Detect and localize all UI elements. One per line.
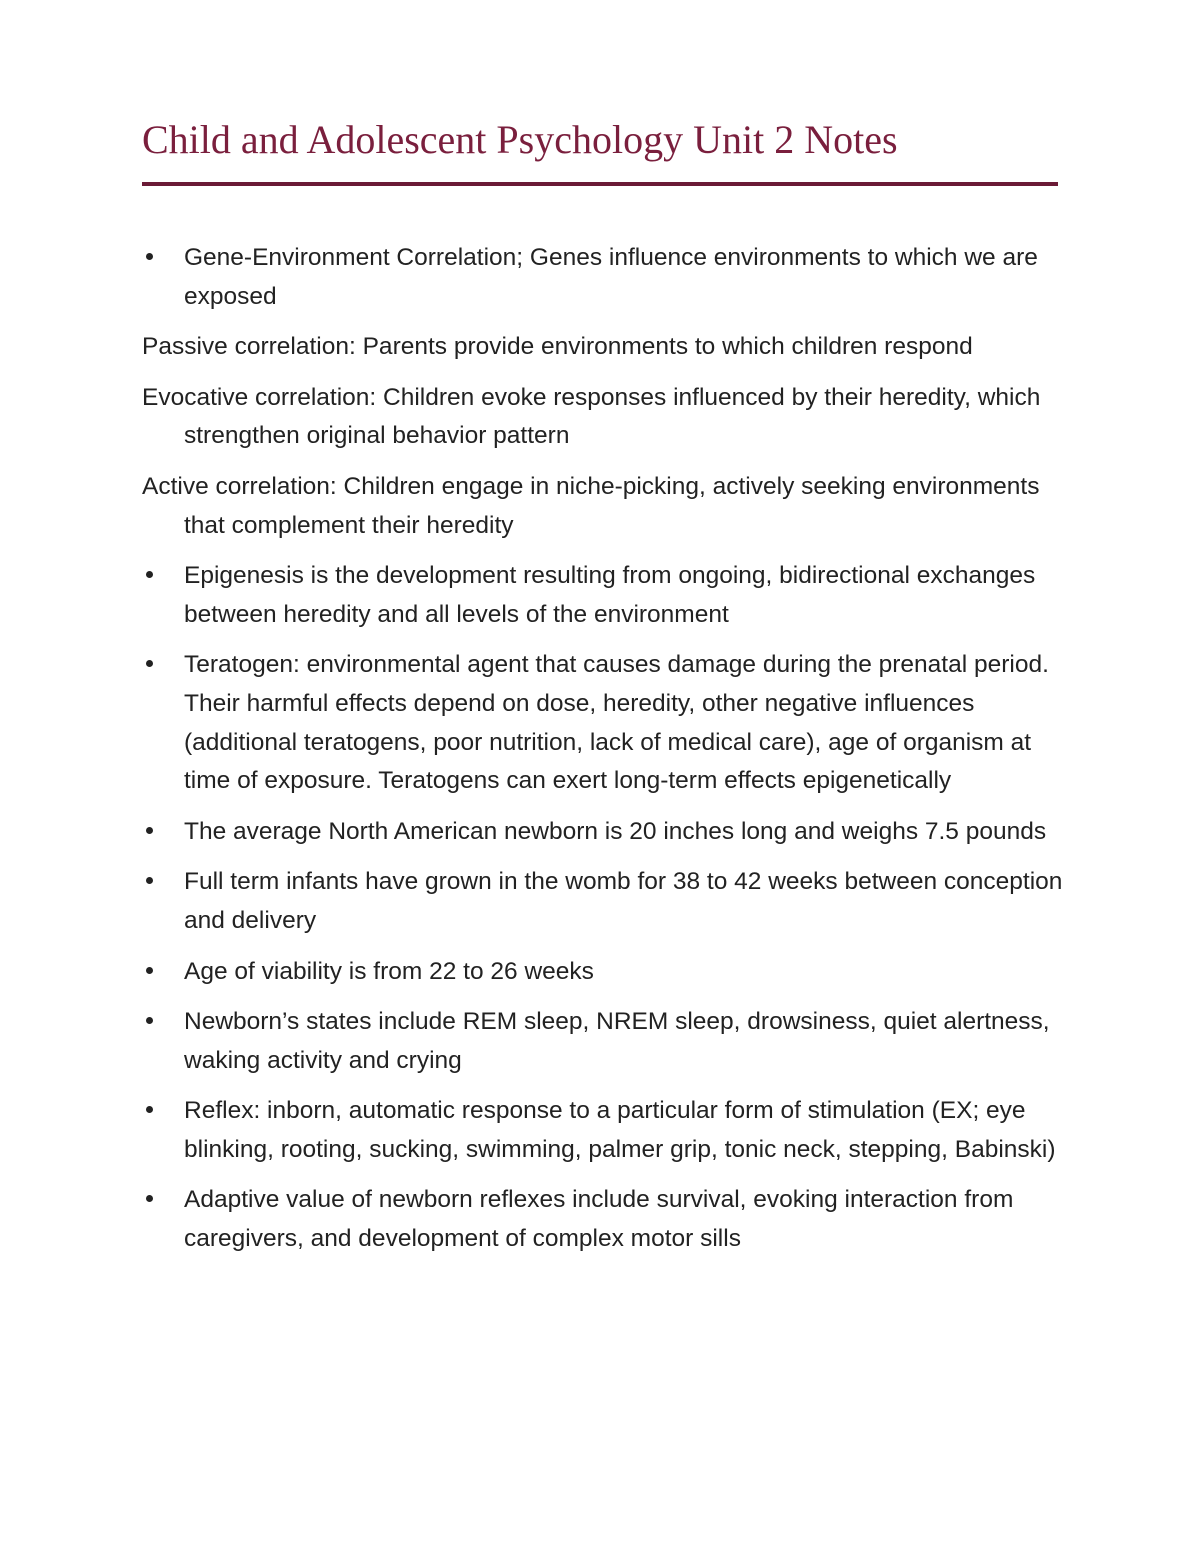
note-text: Reflex: inborn, automatic response to a particular form of stimulation (EX; eye blinking, rooting, sucking, swimming, palmer grip, tonic neck, stepping, Babinski): [184, 1097, 1056, 1163]
note-text: Full term infants have grown in the womb for 38 to 42 weeks between conception and delivery: [184, 868, 1063, 934]
note-text: Evocative correlation: Children evoke responses influenced by their heredity, which strengthen original behavior pattern: [142, 383, 1041, 450]
note-viability: [142, 953, 1064, 992]
note-newborn-states: [142, 1003, 1064, 1080]
bullet-icon: [146, 660, 153, 667]
note-epigenesis: [142, 557, 1064, 634]
note-full-term: [142, 863, 1064, 940]
note-text: Gene-Environment Correlation; Genes influence environments to which we are exposed: [184, 244, 1038, 310]
note-average-newborn: [142, 813, 1064, 852]
bullet-icon: [146, 1195, 153, 1202]
note-text: Active correlation: Children engage in niche-picking, actively seeking environments that complement their heredity: [142, 472, 1040, 539]
bullet-icon: [146, 571, 153, 578]
note-text: Age of viability is from 22 to 26 weeks: [184, 957, 594, 985]
title-underline: [142, 182, 1058, 186]
note-active-correlation: [142, 468, 1064, 545]
bullet-icon: [146, 877, 153, 884]
bullet-icon: [146, 827, 153, 834]
note-text: Epigenesis is the development resulting from ongoing, bidirectional exchanges between heredity and all levels of the environment: [184, 562, 1036, 628]
bullet-icon: [146, 1017, 153, 1024]
note-passive-correlation: [142, 328, 1064, 367]
note-reflex: [142, 1092, 1064, 1169]
note-adaptive-value: [142, 1181, 1064, 1258]
document-title: Child and Adolescent Psychology Unit 2 Notes: [142, 117, 898, 162]
note-text: Passive correlation: Parents provide environments to which children respond: [142, 333, 973, 361]
bullet-icon: [146, 253, 153, 260]
note-teratogen: [142, 646, 1064, 800]
note-text: The average North American newborn is 20 inches long and weighs 7.5 pounds: [184, 817, 1047, 845]
note-evocative-correlation: [142, 379, 1064, 456]
note-gene-environment: [142, 239, 1064, 316]
bullet-icon: [146, 1106, 153, 1113]
note-text: Newborn’s states include REM sleep, NREM sleep, drowsiness, quiet alertness, waking activity and crying: [184, 1008, 1050, 1074]
bullet-icon: [146, 967, 153, 974]
note-text: Adaptive value of newborn reflexes include survival, evoking interaction from caregivers, and development of complex motor sills: [184, 1186, 1014, 1253]
notes-body: [142, 239, 1064, 1271]
note-text: Teratogen: environmental agent that causes damage during the prenatal period. Their harmful effects depend on dose, heredity, other negative influences (additional teratogens, poor nutrition, lack of medical care), age of organism at time of exposure. Teratogens can exert long-term effects epigenetically: [184, 651, 1049, 795]
